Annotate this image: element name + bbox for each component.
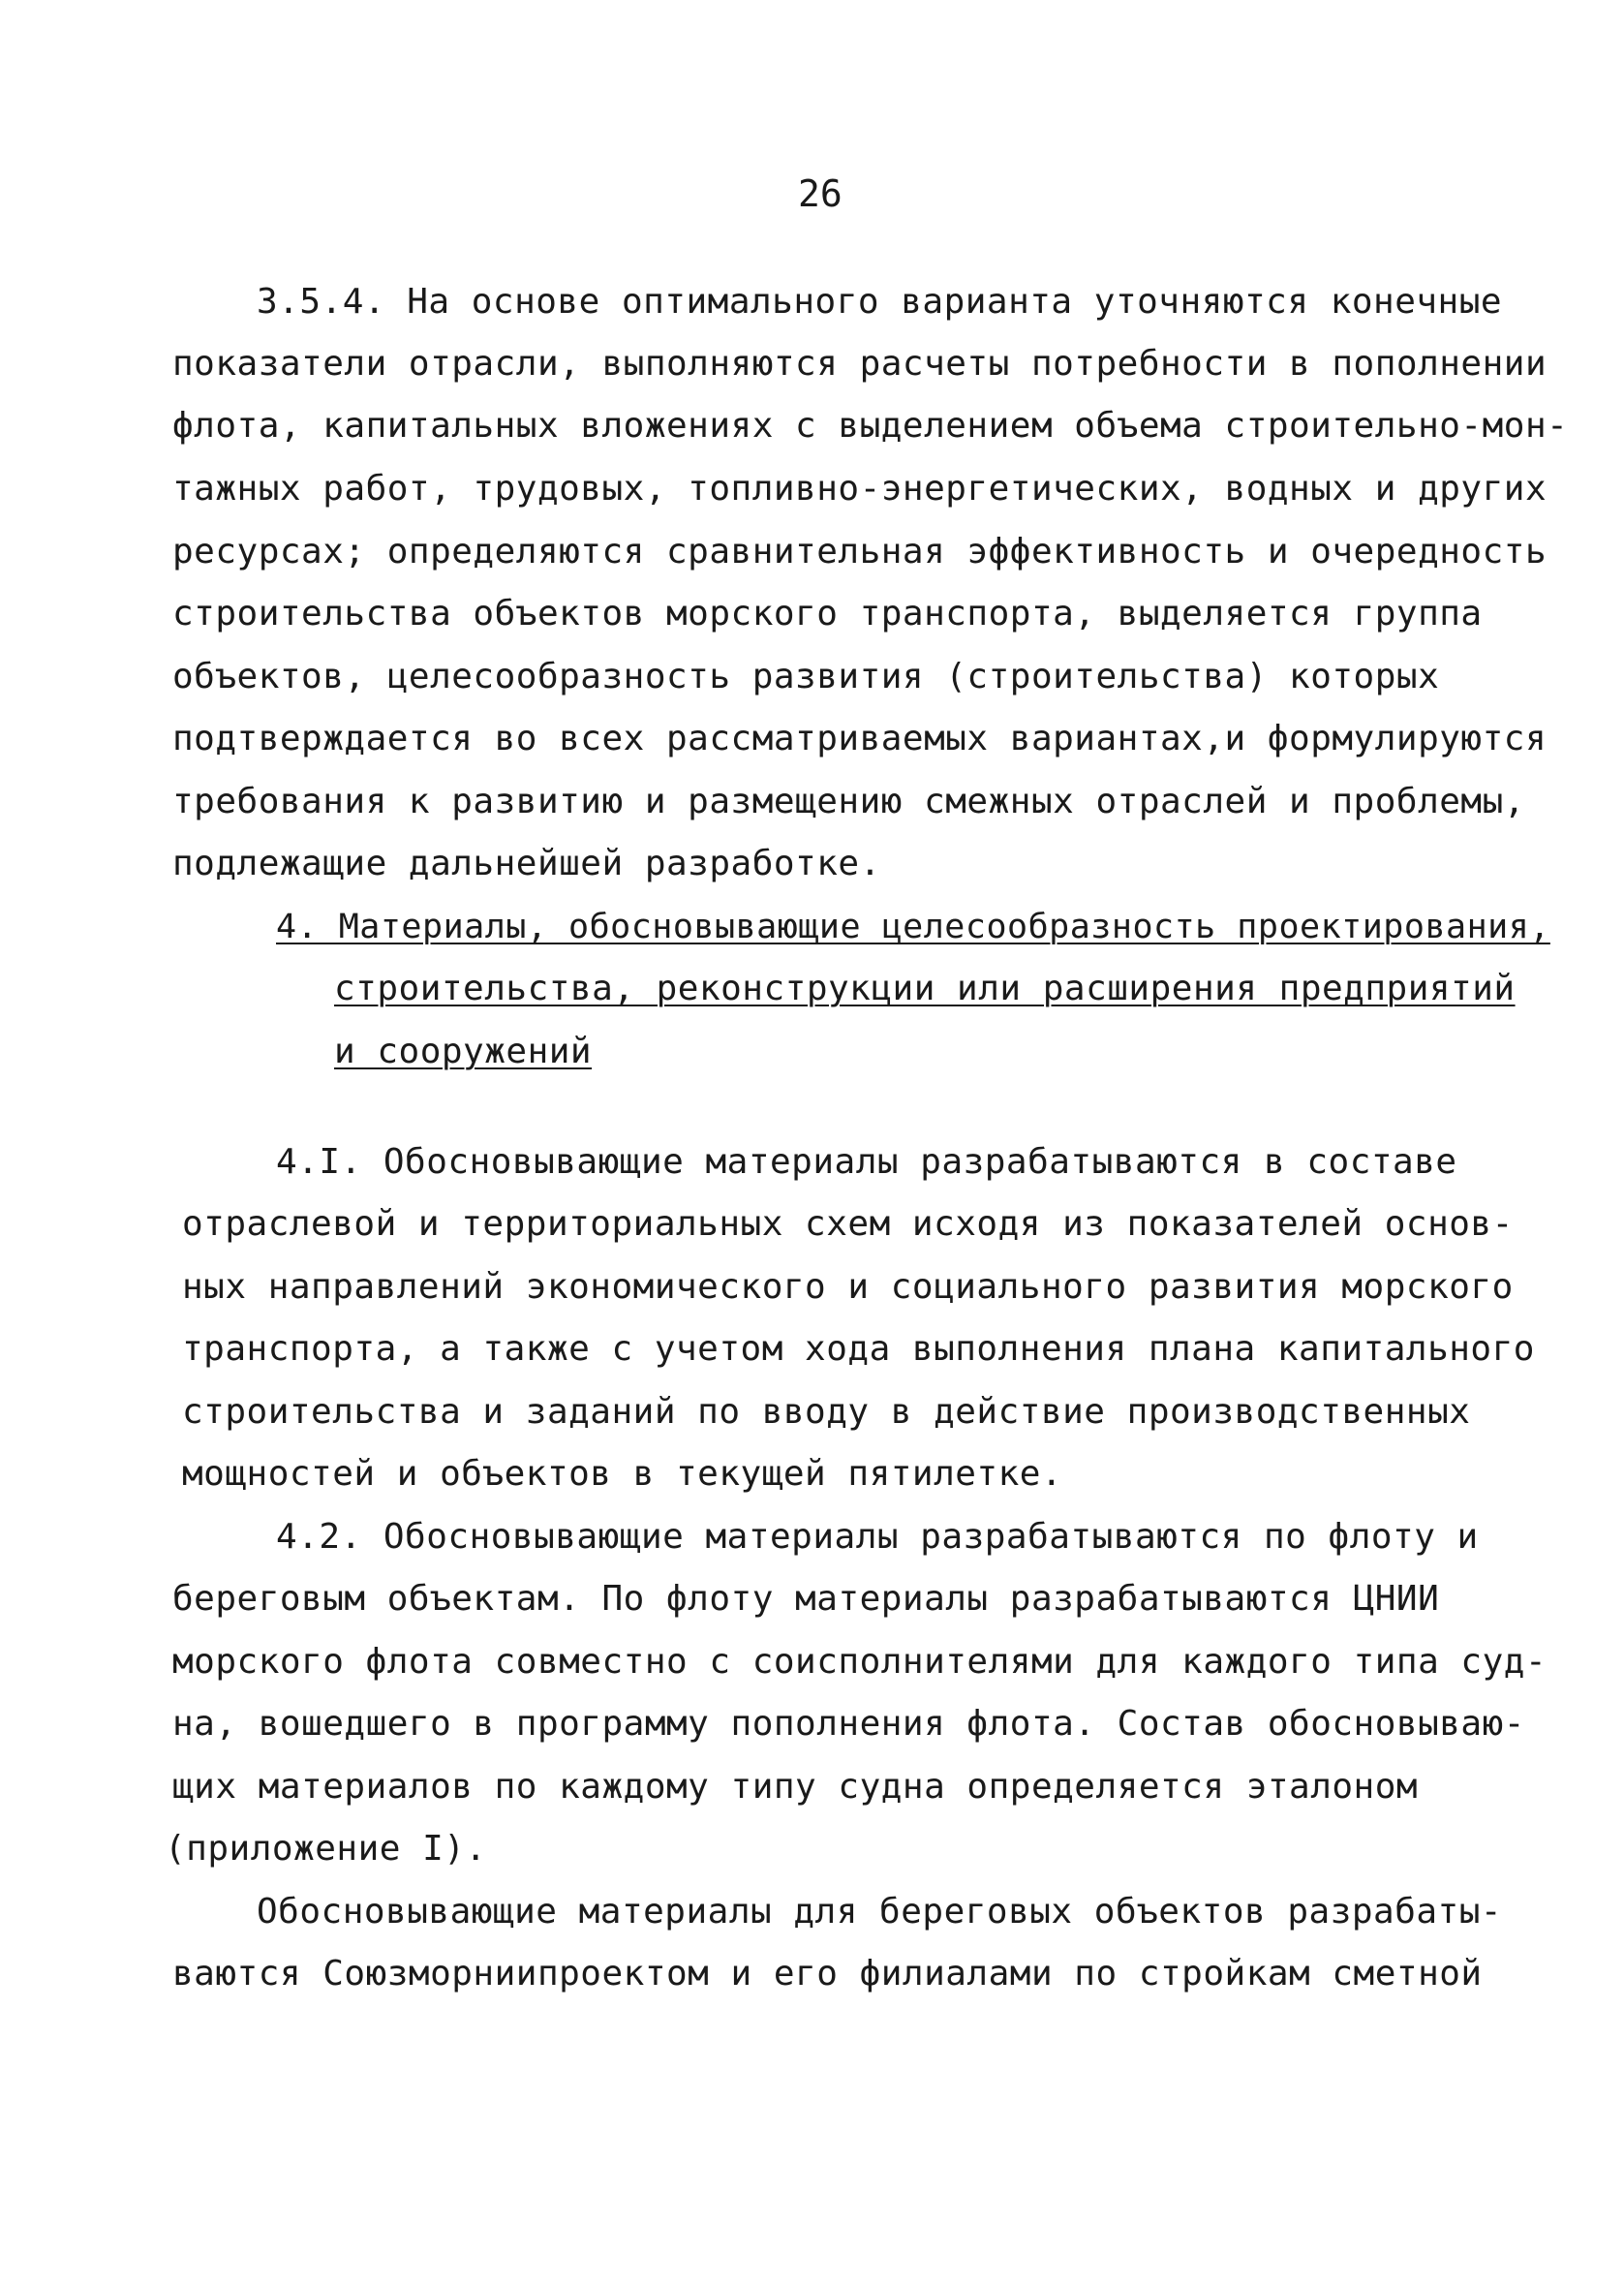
text-line: подтверждается во всех рассматриваемых вариантах,и формулируются (172, 719, 1547, 758)
text-line: Обосновывающие материалы для береговых объектов разрабаты- (257, 1892, 1503, 1932)
text-line: объектов, целесообразность развития (строительства) которых (172, 657, 1440, 696)
text-line: щих материалов по каждому типу судна определяется эталоном (172, 1767, 1419, 1807)
section-heading: и сооружений (334, 1032, 593, 1071)
section-heading: строительства, реконструкции или расширения предприятий (334, 969, 1516, 1008)
text-line: отраслевой и территориальных схем исходя из показателей основ- (182, 1204, 1514, 1244)
text-line: мощностей и объектов в текущей пятилетке. (182, 1454, 1063, 1494)
text-line: флота, капитальных вложениях с выделением объема строительно-мон- (172, 406, 1569, 446)
text-line: на, вошедшего в программу пополнения флота. Состав обосновываю- (172, 1704, 1525, 1744)
text-line: строительства объектов морского транспорта, выделяется группа (172, 594, 1483, 634)
text-line: ресурсах; определяются сравнительная эффективность и очередность (172, 532, 1547, 572)
text-line: 3.5.4. На основе оптимального варианта уточняются конечные (257, 282, 1503, 322)
text-line: показатели отрасли, выполняются расчеты потребности в пополнении (172, 344, 1547, 384)
text-line: транспорта, а также с учетом хода выполнения плана капитального (182, 1329, 1535, 1369)
text-line: береговым объектам. По флоту материалы разрабатываются ЦНИИ (172, 1579, 1440, 1619)
text-line: требования к развитию и размещению смежных отраслей и проблемы, (172, 782, 1525, 821)
text-line: тажных работ, трудовых, топливно-энергетических, водных и других (172, 469, 1547, 509)
text-line: морского флота совместно с соисполнителями для каждого типа суд- (172, 1642, 1547, 1682)
text-line: 4.I. Обосновывающие материалы разрабатываются в составе (276, 1142, 1457, 1182)
page-number: 26 (798, 172, 843, 215)
text-line: (приложение I). (165, 1829, 487, 1869)
section-heading: 4. Материалы, обосновывающие целесообразность проектирования, (276, 908, 1550, 946)
text-line: ваются Союзморниипроектом и его филиалами по стройкам сметной (172, 1954, 1483, 1994)
text-line: 4.2. Обосновывающие материалы разрабатываются по флоту и (276, 1517, 1479, 1557)
text-line: строительства и заданий по вводу в действие производственных (182, 1392, 1471, 1432)
text-line: подлежащие дальнейшей разработке. (172, 844, 881, 883)
text-line: ных направлений экономического и социального развития морского (182, 1267, 1514, 1307)
